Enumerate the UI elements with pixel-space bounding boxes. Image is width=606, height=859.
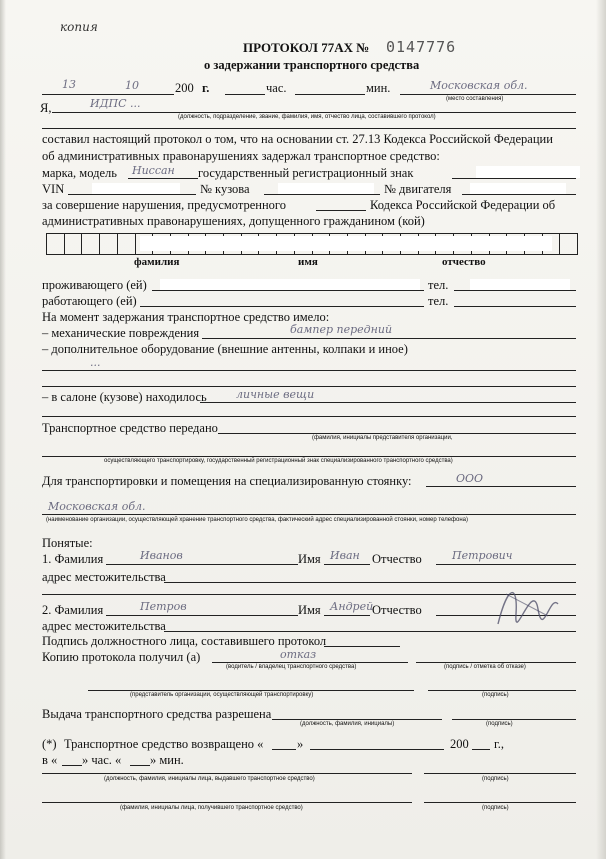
release-caption: (должность, фамилия, инициалы) [300, 721, 395, 727]
plate-label: государственный регистрационный знак [198, 166, 414, 180]
w1-first-label: Имя [298, 552, 321, 566]
residence-label: проживающего (ей) [42, 278, 147, 292]
make-line [128, 178, 198, 179]
officer-line [52, 112, 576, 113]
w2-first-label: Имя [298, 603, 321, 617]
w1-addr-label: адрес местожительства [42, 570, 166, 584]
body-line-2: об административных правонарушениях задержал транспортное средство: [42, 149, 440, 163]
hw-copy: отказ [280, 648, 317, 661]
place-caption: (место составления) [446, 96, 504, 102]
hw-date-month: 10 [125, 79, 139, 92]
return-min: » мин. [150, 753, 184, 767]
violation-line-1: за совершение нарушения, предусмотренного [42, 198, 286, 212]
residence-line [152, 290, 424, 291]
hw-w1-last: Иванов [140, 549, 183, 562]
state-heading: На момент задержания транспортное средство имело: [42, 310, 330, 324]
signature-scribble [488, 574, 568, 634]
w1-first-line [324, 564, 370, 565]
return-month-line [310, 749, 444, 750]
work-tel-label: тел. [428, 294, 449, 308]
return-star: (*) [42, 737, 57, 751]
state-mech-label: – механические повреждения [42, 326, 200, 340]
w2-first-line [324, 615, 370, 616]
refusal-line [416, 662, 576, 663]
return-caption-1: (должность, фамилия, инициалы лица, выдавшего транспортное средство) [104, 776, 315, 782]
return-giver-sign-line [424, 773, 576, 774]
caption-last-name: фамилия [134, 256, 180, 268]
return-year: 200 [450, 737, 469, 751]
officer-line-2 [42, 128, 576, 129]
release-sign-line [452, 719, 576, 720]
state-salon-line-2 [42, 416, 576, 417]
officer-prefix: Я, [40, 101, 52, 115]
hour-label: час. [266, 81, 287, 95]
witnesses-heading: Понятые: [42, 536, 93, 550]
return-receiver-sign-line [424, 802, 576, 803]
body-line-1: составил настоящий протокол о том, что на основании ст. 27.13 Кодекса Российской Федерации [42, 132, 553, 146]
hw-w2-last: Петров [140, 600, 187, 613]
work-tel-line [454, 306, 576, 307]
engine-no-label: № двигателя [384, 182, 452, 196]
protocol-number: 0147776 [386, 38, 457, 56]
state-salon-line [200, 402, 576, 403]
hw-mech: бампер передний [290, 323, 393, 336]
hw-officer: ИДПС ... [90, 97, 141, 110]
hw-salon: личные вещи [236, 388, 315, 401]
rep-caption: (представитель организации, осуществляющей транспортировку) [130, 692, 314, 698]
state-equip-line [42, 370, 576, 371]
return-min-line [130, 765, 150, 766]
return-in: в « [42, 753, 58, 767]
vin-redaction [92, 183, 180, 194]
rep-sign-caption: (подпись) [482, 692, 509, 698]
return-year-line [472, 749, 490, 750]
return-day-line [272, 749, 296, 750]
body-no-line [264, 194, 380, 195]
place-line [400, 94, 576, 95]
work-line [140, 306, 424, 307]
right-edge-shadow [596, 0, 606, 859]
hw-make: Ниссан [132, 164, 175, 177]
residence-tel-redaction [470, 279, 570, 290]
hw-w1-first: Иван [330, 549, 360, 562]
copy-received-line [212, 662, 408, 663]
officer-sign-label: Подпись должностного лица, составившего протокол [42, 634, 327, 648]
article-line [316, 210, 366, 211]
vin-line [68, 194, 196, 195]
return-caption-2-sign: (подпись) [482, 805, 509, 811]
plate-redaction [476, 166, 580, 178]
release-line [272, 719, 442, 720]
parking-line-2 [42, 514, 576, 515]
parking-label: Для транспортировки и помещения на специализированную стоянку: [42, 474, 412, 488]
w1-last-line [106, 564, 298, 565]
copy-label: копия [60, 20, 98, 34]
release-label: Выдача транспортного средства разрешена [42, 707, 272, 721]
min-line [295, 94, 365, 95]
w2-last-label: 2. Фамилия [42, 603, 104, 617]
protocol-title: ПРОТОКОЛ 77АХ № [243, 40, 370, 55]
return-receiver-line [42, 802, 412, 803]
w1-middle-label: Отчество [372, 552, 422, 566]
officer-sign-line [324, 646, 400, 647]
return-caption-2: (фамилия, инициалы лица, получившего транспортное средство) [120, 805, 303, 811]
caption-first-name: имя [298, 256, 318, 268]
year-prefix: 200 [175, 81, 194, 95]
officer-caption: (должность, подразделение, звание, фамилия, имя, отчество лица, составившего протокол) [178, 114, 436, 120]
return-giver-line [42, 773, 412, 774]
w1-middle-line [436, 564, 576, 565]
transfer-line [218, 433, 576, 434]
engine-no-redaction [470, 183, 566, 194]
hour-line [225, 94, 265, 95]
hw-w2-first: Андрей [330, 600, 374, 613]
violation-line-1b: Кодекса Российской Федерации об [370, 198, 556, 212]
plate-line [452, 178, 576, 179]
return-hour-line [62, 765, 82, 766]
copy-received-label: Копию протокола получил (а) [42, 650, 201, 664]
year-g: г. [202, 81, 210, 95]
residence-tel-line [454, 290, 576, 291]
state-mech-line [202, 338, 576, 339]
transfer-line-2 [42, 456, 576, 457]
rep-line [88, 690, 414, 691]
hw-parking: ООО [456, 472, 484, 485]
w1-last-label: 1. Фамилия [42, 552, 104, 566]
state-salon-label: – в салоне (кузове) находилось [42, 390, 207, 404]
w2-middle-label: Отчество [372, 603, 422, 617]
transfer-caption-1: (фамилия, инициалы представителя организации, [312, 435, 453, 441]
date-line [42, 94, 174, 95]
hw-place: Московская обл. [430, 79, 528, 92]
hw-date-day: 13 [62, 78, 76, 91]
state-equip-line-2 [42, 386, 576, 387]
residence-tel-label: тел. [428, 278, 449, 292]
driver-caption: (водитель / владелец транспортного средства) [226, 664, 357, 670]
body-no-label: № кузова [200, 182, 250, 196]
hw-parking-2: Московская обл. [48, 500, 146, 513]
min-label: мин. [366, 81, 391, 95]
name-redaction [140, 236, 552, 251]
hw-w1-middle: Петрович [452, 549, 513, 562]
transfer-caption-2: осуществляющего транспортировку, государственный регистрационный знак специализированного транспортного средства) [104, 458, 453, 464]
w2-addr-label: адрес местожительства [42, 619, 166, 633]
parking-line [426, 486, 576, 487]
protocol-subtitle: о задержании транспортного средства [204, 58, 420, 72]
refusal-caption: (подпись / отметка об отказе) [444, 664, 526, 670]
parking-caption: (наименование организации, осуществляющей хранение транспортного средства, фактический адрес специализированной стоянки, номер телефона) [46, 517, 468, 523]
transfer-label: Транспортное средство передано [42, 421, 218, 435]
return-g: г., [494, 737, 504, 751]
work-label: работающего (ей) [42, 294, 137, 308]
make-label: марка, модель [42, 166, 117, 180]
return-hour: » час. « [82, 753, 122, 767]
caption-middle-name: отчество [442, 256, 486, 268]
hw-equip: ... [90, 356, 101, 369]
return-caption-1-sign: (подпись) [482, 776, 509, 782]
left-edge-shadow [0, 0, 6, 859]
engine-no-line [462, 194, 576, 195]
violation-line-2: административных правонарушениях, допущенного гражданином (кой) [42, 214, 425, 228]
release-sign-caption: (подпись) [486, 721, 513, 727]
return-label: Транспортное средство возвращено « [64, 737, 264, 751]
residence-redaction [160, 279, 420, 290]
body-no-redaction [278, 183, 374, 194]
state-equip-label: – дополнительное оборудование (внешние антенны, колпаки и иное) [42, 342, 408, 356]
w2-last-line [106, 615, 298, 616]
return-close-quote: » [297, 737, 304, 751]
rep-sign-line [428, 690, 576, 691]
vin-label: VIN [42, 182, 65, 196]
